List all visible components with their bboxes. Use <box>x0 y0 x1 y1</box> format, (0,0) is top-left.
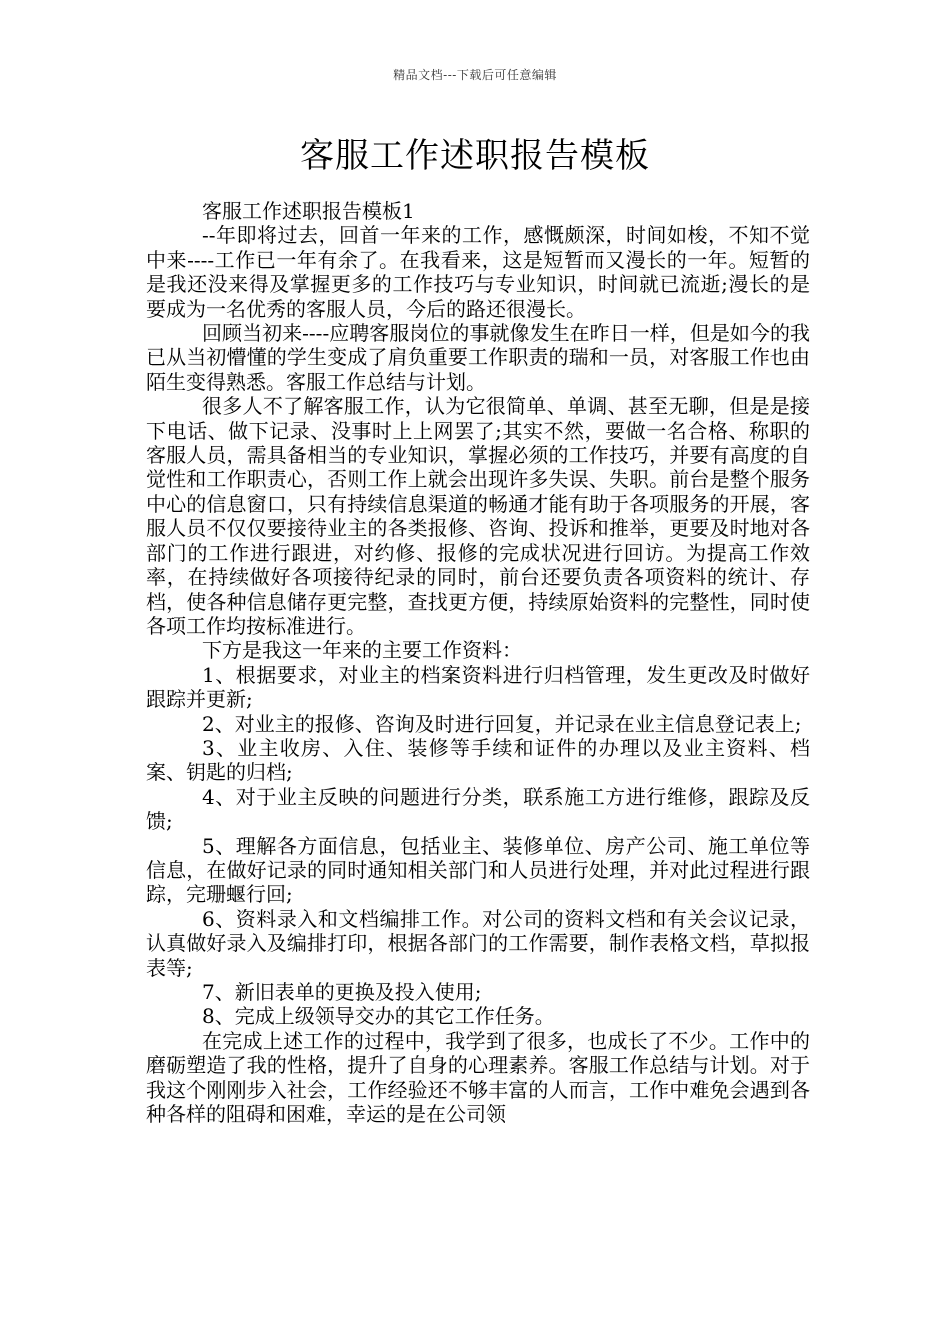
list-item: 8、完成上级领导交办的其它工作任务。 <box>202 1004 555 1029</box>
list-item: 4、对于业主反映的问题进行分类，联系施工方进行维修，跟踪及反馈; <box>146 784 810 834</box>
paragraph: --年即将过去，回首一年来的工作，感慨颇深，时间如梭，不知不觉中来----工作已一年有余了。在我看来，这是短暂而又漫长的一年。短暂的是我还没来得及掌握更多的工作技巧与专业知识，时间就已流逝;漫长的是要成为一名优秀的客服人员，今后的路还很漫长。 <box>146 223 810 321</box>
list-item: 6、资料录入和文档编排工作。对公司的资料文档和有关会议记录，认真做好录入及编排打印，根据各部门的工作需要，制作表格文档，草拟报表等; <box>146 906 810 980</box>
list-item: 7、新旧表单的更换及投入使用; <box>202 980 482 1004</box>
list-item: 3、业主收房、入住、装修等手续和证件的办理以及业主资料、档案、钥匙的归档; <box>146 735 810 785</box>
document-body <box>146 199 810 1126</box>
paragraph: 很多人不了解客服工作，认为它很简单、单调、甚至无聊，但是是接下电话、做下记录、没事时上上网罢了;其实不然，要做一名合格、称职的客服人员，需具备相当的专业知识，掌握必须的工作技巧，并要有高度的自觉性和工作职责心，否则工作上就会出现许多失误、失职。前台是整个服务中心的信息窗口，只有持续信息渠道的畅通才能有助于各项服务的开展，客服人员不仅仅要接待业主的各类报修、咨询、投诉和推举，更要及时地对各部门的工作进行跟进，对约修、报修的完成状况进行回访。为提高工作效率，在持续做好各项接待纪录的同时，前台还要负责各项资料的统计、存档，使各种信息储存更完整，查找更方便，持续原始资料的完整性，同时使各项工作均按标准进行。 <box>146 394 810 638</box>
list-item: 5、理解各方面信息，包括业主、装修单位、房产公司、施工单位等信息，在做好记录的同时通知相关部门和人员进行处理，并对此过程进行跟踪，完珊蝘行回; <box>146 833 810 907</box>
paragraph-subtitle: 客服工作述职报告模板1 <box>202 199 415 223</box>
list-item: 2、对业主的报修、咨询及时进行回复，并记录在业主信息登记表上; <box>202 711 802 736</box>
header-note: 精品文档---下载后可任意编辑 <box>393 68 557 82</box>
paragraph: 在完成上述工作的过程中，我学到了很多，也成长了不少。工作中的磨砺塑造了我的性格，提升了自身的心理素养。客服工作总结与计划。对于我这个刚刚步入社会，工作经验还不够丰富的人而言，工作中难免会遇到各种各样的阻碍和困难，幸运的是在公司领 <box>146 1028 810 1127</box>
document-title: 客服工作述职报告模板 <box>300 136 650 176</box>
list-item: 1、根据要求，对业主的档案资料进行归档管理，发生更改及时做好跟踪并更新; <box>146 662 810 712</box>
paragraph: 回顾当初来----应聘客服岗位的事就像发生在昨日一样，但是如今的我已从当初懵懂的学生变成了肩负重要工作职责的瑞和一员，对客服工作也由陌生变得熟悉。客服工作总结与计划。 <box>146 321 810 394</box>
paragraph: 下方是我这一年来的主要工作资料： <box>202 638 522 663</box>
